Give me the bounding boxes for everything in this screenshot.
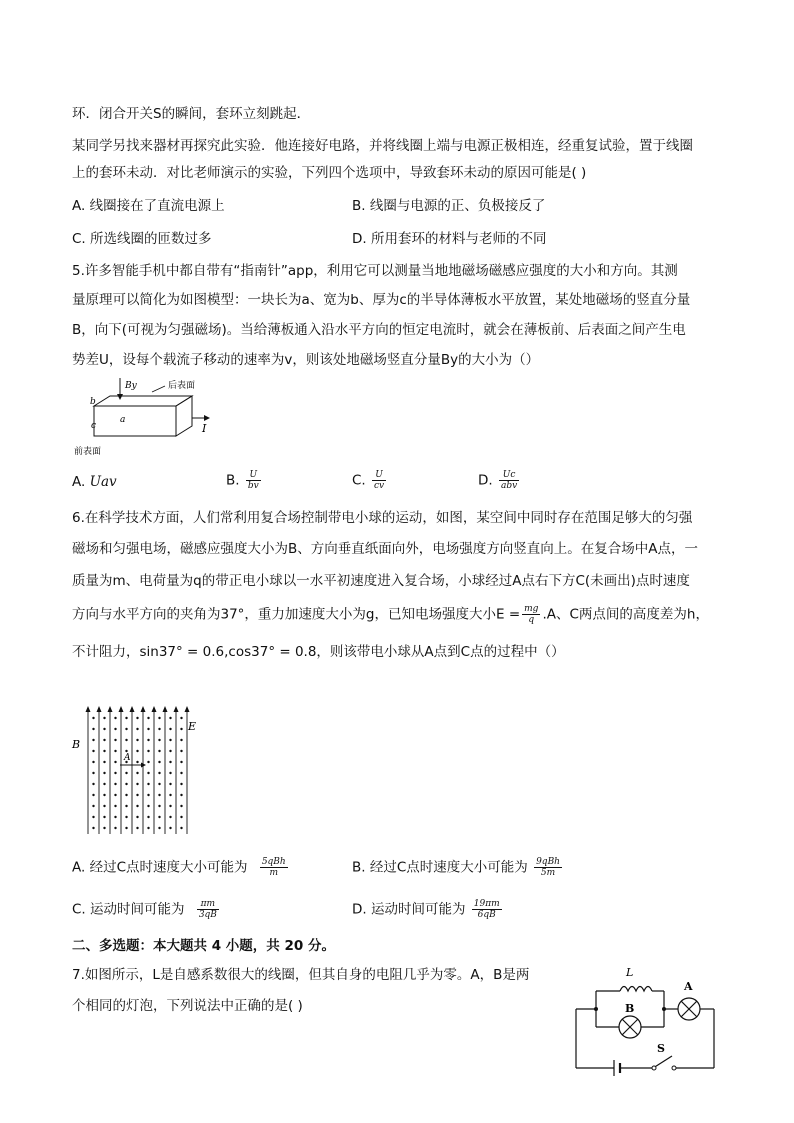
q5-line-4: 势差U，设每个载流子移动的速率为v，则该处地磁场竖直分量By的大小为（） <box>72 352 540 368</box>
b-field-dot <box>180 739 182 741</box>
e-field-arrowhead <box>97 706 102 712</box>
inductor-label: L <box>626 966 634 979</box>
b-field-dot <box>180 750 182 752</box>
b-field-dot <box>114 772 116 774</box>
q5-line-1: 5.许多智能手机中都自带有“指南针”app，利用它可以测量当地地磁场磁感应强度的大小和方向。其测 <box>72 263 678 279</box>
q6-option-b: B. 经过C点时速度大小可能为 $\frac{\text{9qBh}}{5m}$ <box>352 857 560 878</box>
b-field-dot <box>125 728 127 730</box>
b-field-dot <box>158 783 160 785</box>
side-a-label: a <box>120 415 126 425</box>
b-field-dot <box>136 728 138 730</box>
q6-option-c: C. 运动时间可能为 $\frac{\pi m}{3qB}$ <box>72 899 217 920</box>
b-field-dot <box>136 750 138 752</box>
front-surface-label: 前表面 <box>74 447 102 457</box>
b-field-dot <box>136 805 138 807</box>
plate-top <box>94 396 192 406</box>
b-field-dot <box>114 739 116 741</box>
b-field-dot <box>125 783 127 785</box>
e-field-arrowhead <box>108 706 113 712</box>
q4-line-1: 环．闭合开关S的瞬间，套环立刻跳起． <box>72 106 311 122</box>
b-field-dot <box>92 717 94 719</box>
b-field-dot <box>92 805 94 807</box>
q5-line-2: 量原理可以简化为如图模型：一块长为a、宽为b、厚为c的半导体薄板水平放置，某处地磁场的竖直分量 <box>72 292 691 308</box>
plate-side <box>176 396 192 436</box>
b-field-dot <box>147 827 149 829</box>
b-field-dot <box>125 750 127 752</box>
b-field-dot <box>147 783 149 785</box>
b-field-dot <box>147 794 149 796</box>
e-field-arrowhead <box>163 706 168 712</box>
b-field-dot <box>169 728 171 730</box>
b-field-dot <box>180 772 182 774</box>
plate-front <box>94 406 176 436</box>
b-field-dot <box>158 827 160 829</box>
q4-option-d: D. 所用套环的材料与老师的不同 <box>352 231 547 247</box>
b-field-dot <box>125 717 127 719</box>
b-field-dot <box>147 816 149 818</box>
q4-option-a: A. 线圈接在了直流电源上 <box>72 198 225 214</box>
q4-line-3: 上的套环未动．对比老师演示的实验，下列四个选项中，导致套环未动的原因可能是( ) <box>72 165 587 181</box>
b-field-dot <box>169 816 171 818</box>
b-field-dot <box>92 750 94 752</box>
b-field-dot <box>136 816 138 818</box>
b-label: B <box>72 738 81 751</box>
b-field-dot <box>169 772 171 774</box>
b-field-dot <box>158 750 160 752</box>
b-field-dot <box>103 717 105 719</box>
back-surface-label: 后表面 <box>168 381 196 391</box>
lamp-a-label: A <box>684 980 693 993</box>
b-field-dot <box>114 717 116 719</box>
b-field-dot <box>125 827 127 829</box>
q6-figure-composite-field <box>70 702 206 838</box>
e-field-arrowhead <box>174 706 179 712</box>
b-field-dot <box>147 717 149 719</box>
q5-option-a: A. Uav <box>72 474 117 490</box>
e-field-arrowhead <box>185 706 190 712</box>
side-c-label: c <box>91 421 97 431</box>
b-field-dot <box>125 739 127 741</box>
b-field-dot <box>114 728 116 730</box>
b-field-dot <box>103 805 105 807</box>
b-field-dot <box>180 761 182 763</box>
b-field-dot <box>136 717 138 719</box>
b-field-dot <box>103 794 105 796</box>
b-field-dot <box>169 805 171 807</box>
b-field-dot <box>103 772 105 774</box>
b-field-dot <box>103 750 105 752</box>
b-field-dot <box>114 750 116 752</box>
b-field-dot <box>169 739 171 741</box>
e-field-arrowhead <box>119 706 124 712</box>
b-field-dot <box>180 816 182 818</box>
b-field-dot <box>158 761 160 763</box>
current-label: I <box>202 422 207 435</box>
b-field-dot <box>92 761 94 763</box>
b-field-dot <box>158 805 160 807</box>
b-field-dot <box>158 728 160 730</box>
b-field-dot <box>114 761 116 763</box>
b-field-dot <box>136 772 138 774</box>
q6-line-4: 方向与水平方向的夹角为37°，重力加速度大小为g，已知电场强度大小E = $\frac{mg}{q}$ .A、C两点间的高度差为h， <box>72 604 709 625</box>
b-field-dot <box>180 827 182 829</box>
b-field-dot <box>103 728 105 730</box>
b-field-dot <box>125 794 127 796</box>
b-field-dot <box>125 772 127 774</box>
b-field-dot <box>147 728 149 730</box>
by-label: By <box>125 381 137 391</box>
b-field-dot <box>114 783 116 785</box>
b-field-dot <box>147 739 149 741</box>
e-field-arrowhead <box>86 706 91 712</box>
b-field-dot <box>136 739 138 741</box>
a-label: A <box>124 753 131 763</box>
side-b-label: b <box>90 397 96 407</box>
b-field-dot <box>147 772 149 774</box>
q6-line-2: 磁场和匀强电场，磁感应强度大小为B、方向垂直纸面向外，电场强度方向竖直向上。在复合场中A点，一 <box>72 541 698 557</box>
b-field-dot <box>158 739 160 741</box>
q6-line-1: 6.在科学技术方面，人们常利用复合场控制带电小球的运动，如图，某空间中同时存在范围足够大的匀强 <box>72 510 693 526</box>
b-field-dot <box>92 794 94 796</box>
e-field-arrowhead <box>152 706 157 712</box>
b-field-dot <box>180 728 182 730</box>
q5-option-d: D. $\frac{Uc}{\text{abv}}$ <box>478 470 518 491</box>
e-label: E <box>188 720 197 733</box>
q4-option-b: B. 线圈与电源的正、负极接反了 <box>352 198 546 214</box>
b-field-dot <box>158 816 160 818</box>
b-field-dot <box>147 805 149 807</box>
b-field-dot <box>92 772 94 774</box>
b-field-dot <box>180 794 182 796</box>
q5-option-b: B. $\frac{U}{bv}$ <box>226 470 259 491</box>
b-field-dot <box>103 783 105 785</box>
b-field-dot <box>103 827 105 829</box>
inductor-coil <box>620 987 652 992</box>
b-field-dot <box>92 728 94 730</box>
q5-option-c: C. $\frac{U}{cv}$ <box>352 470 385 491</box>
b-field-dot <box>114 805 116 807</box>
e-field-arrowhead <box>141 706 146 712</box>
b-field-dot <box>114 827 116 829</box>
b-field-dot <box>103 816 105 818</box>
q4-line-2: 某同学另找来器材再探究此实验．他连接好电路，并将线圈上端与电源正极相连，经重复试验，置于线圈 <box>72 138 693 154</box>
b-field-dot <box>114 816 116 818</box>
b-field-dot <box>147 750 149 752</box>
switch-label: S <box>657 1042 665 1055</box>
q4-option-c: C. 所选线圈的匝数过多 <box>72 231 212 247</box>
q6-option-d: D. 运动时间可能为 $\frac{19\pi m}{6qB}$ <box>352 899 500 920</box>
q5-line-3: B，向下(可视为匀强磁场)。当给薄板通入沿水平方向的恒定电流时，就会在薄板前、后表面之间产生电 <box>72 322 686 338</box>
b-field-dot <box>92 827 94 829</box>
b-field-dot <box>158 772 160 774</box>
b-field-dot <box>92 816 94 818</box>
b-field-dot <box>136 794 138 796</box>
q7-figure-circuit <box>570 962 720 1080</box>
b-field-dot <box>169 794 171 796</box>
q6-line-5: 不计阻力，sin37° = 0.6,cos37° = 0.8，则该带电小球从A点到C点的过程中（） <box>72 644 565 660</box>
q6-line-3: 质量为m、电荷量为q的带正电小球以一水平初速度进入复合场，小球经过A点右下方C(未画出)点时速度 <box>72 573 690 589</box>
b-field-dot <box>114 794 116 796</box>
q6-option-a: A. 经过C点时速度大小可能为 $\frac{\text{5qBh}}{m}$ <box>72 857 286 878</box>
b-field-dot <box>136 761 138 763</box>
b-field-dot <box>92 739 94 741</box>
b-field-dot <box>125 805 127 807</box>
b-field-dot <box>136 827 138 829</box>
b-field-dot <box>180 783 182 785</box>
e-field-arrowhead <box>130 706 135 712</box>
q7-line-2: 个相同的灯泡，下列说法中正确的是( ) <box>72 998 303 1014</box>
b-field-dot <box>169 827 171 829</box>
b-field-dot <box>158 717 160 719</box>
lamp-b-label: B <box>625 1002 635 1015</box>
b-field-dot <box>125 816 127 818</box>
b-field-dot <box>147 761 149 763</box>
b-field-dot <box>158 794 160 796</box>
b-field-dot <box>92 783 94 785</box>
b-field-dot <box>169 717 171 719</box>
b-field-dot <box>169 783 171 785</box>
b-field-dot <box>169 750 171 752</box>
q7-line-1: 7.如图所示，L是自感系数很大的线圈，但其自身的电阻几乎为零。A，B是两 <box>72 967 530 983</box>
b-field-dot <box>136 783 138 785</box>
b-field-dot <box>180 717 182 719</box>
b-field-dot <box>103 739 105 741</box>
switch-blade <box>656 1056 673 1067</box>
section-heading-multiple-choice: 二、多选题：本大题共 4 小题，共 20 分。 <box>72 938 335 954</box>
q5-figure-semiconductor-plate <box>70 376 220 462</box>
b-field-dot <box>169 761 171 763</box>
b-field-dot <box>180 805 182 807</box>
b-field-dot <box>103 761 105 763</box>
